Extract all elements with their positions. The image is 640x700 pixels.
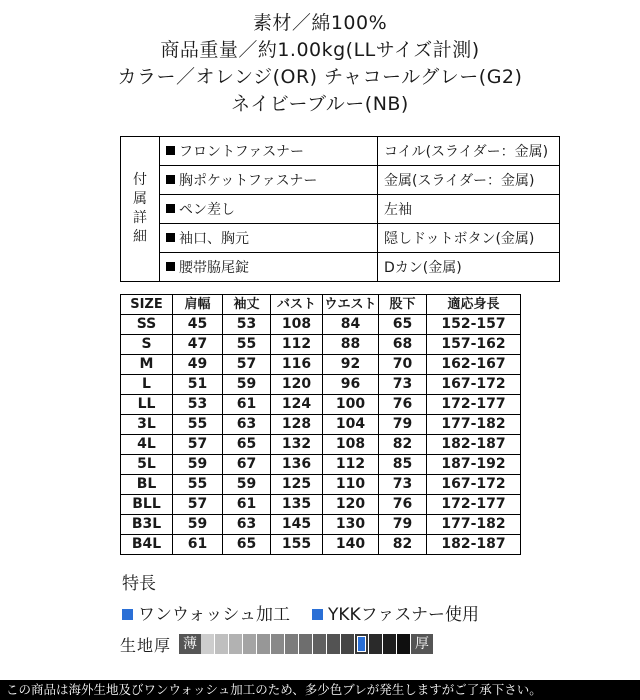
gauge-cell <box>383 634 397 654</box>
attachment-name-text: 袖口、胸元 <box>179 231 249 247</box>
table-row <box>121 195 560 224</box>
attachment-value-cell: 隠しドットボタン(金属) <box>378 224 560 253</box>
size-col-header: 肩幅 <box>173 295 223 315</box>
size-cell: 130 <box>323 515 379 535</box>
attachment-name-text: ペン差し <box>179 202 235 218</box>
size-cell: 3L <box>121 415 173 435</box>
size-cell: 92 <box>323 355 379 375</box>
size-cell: 65 <box>223 535 271 555</box>
size-cell: 104 <box>323 415 379 435</box>
size-cell: 157-162 <box>427 335 521 355</box>
size-cell: 128 <box>271 415 323 435</box>
size-cell: 108 <box>323 435 379 455</box>
size-cell: 65 <box>379 315 427 335</box>
size-cell: 61 <box>223 395 271 415</box>
gauge-cell <box>397 634 411 654</box>
material-spec-block <box>0 0 640 122</box>
size-cell: 145 <box>271 515 323 535</box>
attachment-header-char-3: 詳 <box>133 210 147 226</box>
gauge-cell <box>215 634 229 654</box>
size-cell: 79 <box>379 515 427 535</box>
attachment-name-cell <box>160 224 378 253</box>
size-cell: 100 <box>323 395 379 415</box>
bullet-square-icon <box>166 175 175 184</box>
attachment-value-cell: Dカン(金属) <box>378 253 560 282</box>
gauge-cell <box>313 634 327 654</box>
size-cell: 51 <box>173 375 223 395</box>
table-row <box>121 455 521 475</box>
bullet-square-icon <box>166 262 175 271</box>
size-col-header: 袖丈 <box>223 295 271 315</box>
size-cell: 132 <box>271 435 323 455</box>
size-cell: 116 <box>271 355 323 375</box>
size-cell: BLL <box>121 495 173 515</box>
size-cell: 73 <box>379 475 427 495</box>
table-row <box>121 515 521 535</box>
attachment-header-char-2: 属 <box>133 191 147 207</box>
gauge-label: 生地厚 <box>120 635 172 655</box>
size-cell: B4L <box>121 535 173 555</box>
gauge-cell <box>285 634 299 654</box>
gauge-cell <box>271 634 285 654</box>
size-cell: SS <box>121 315 173 335</box>
attachment-detail-table <box>120 136 549 282</box>
size-cell: 4L <box>121 435 173 455</box>
table-row <box>121 435 521 455</box>
attachment-name-cell <box>160 166 378 195</box>
table-row <box>121 415 521 435</box>
size-cell: 112 <box>271 335 323 355</box>
spec-line-color-cont: ネイビーブルー(NB) <box>231 93 409 115</box>
gauge-cell <box>229 634 243 654</box>
attachment-name-cell <box>160 195 378 224</box>
size-cell: 63 <box>223 415 271 435</box>
table-row <box>121 355 521 375</box>
size-cell: 5L <box>121 455 173 475</box>
color-variation-notice: この商品は海外生地及びワンウォッシュ加工のため、多少色ブレが発生しますがご了承下さい。 <box>0 680 640 700</box>
attachment-value-cell: 左袖 <box>378 195 560 224</box>
gauge-cell <box>341 634 355 654</box>
size-cell: 67 <box>223 455 271 475</box>
size-cell: 135 <box>271 495 323 515</box>
size-col-header: SIZE <box>121 295 173 315</box>
size-cell: 70 <box>379 355 427 375</box>
size-cell: 152-157 <box>427 315 521 335</box>
gauge-cell <box>257 634 271 654</box>
size-cell: LL <box>121 395 173 415</box>
table-row <box>121 224 560 253</box>
attachment-header-char-1: 付 <box>133 172 147 188</box>
size-cell: 53 <box>223 315 271 335</box>
gauge-cell <box>355 634 369 654</box>
spec-line-weight: 商品重量／約1.00kg(LLサイズ計測) <box>160 39 480 61</box>
size-cell: 88 <box>323 335 379 355</box>
size-cell: 45 <box>173 315 223 335</box>
table-row <box>121 475 521 495</box>
gauge-cell <box>369 634 383 654</box>
table-row <box>121 166 560 195</box>
size-cell: BL <box>121 475 173 495</box>
size-col-header: バスト <box>271 295 323 315</box>
size-cell: 59 <box>223 375 271 395</box>
size-cell: 140 <box>323 535 379 555</box>
size-cell: 85 <box>379 455 427 475</box>
size-cell: 73 <box>379 375 427 395</box>
size-cell: 57 <box>223 355 271 375</box>
attachment-name-text: フロントファスナー <box>179 144 305 160</box>
size-cell: 120 <box>323 495 379 515</box>
feature-item-one-wash <box>122 600 290 625</box>
size-cell: 124 <box>271 395 323 415</box>
size-cell: 155 <box>271 535 323 555</box>
size-cell: 49 <box>173 355 223 375</box>
gauge-scale <box>201 634 411 654</box>
size-cell: 53 <box>173 395 223 415</box>
size-cell: 65 <box>223 435 271 455</box>
size-cell: 61 <box>173 535 223 555</box>
size-chart-table <box>120 294 520 555</box>
feature-label: YKKファスナー使用 <box>327 605 479 625</box>
size-cell: M <box>121 355 173 375</box>
size-cell: 57 <box>173 495 223 515</box>
gauge-thin-label: 薄 <box>179 634 201 654</box>
size-cell: 136 <box>271 455 323 475</box>
fabric-thickness-gauge <box>120 633 520 655</box>
size-cell: 162-167 <box>427 355 521 375</box>
size-header-row <box>121 295 521 315</box>
attachment-value-cell: コイル(スライダー：金属) <box>378 137 560 166</box>
size-cell: 59 <box>173 455 223 475</box>
size-cell: 167-172 <box>427 375 521 395</box>
size-cell: 59 <box>173 515 223 535</box>
attachment-name-text: 腰帯脇尾錠 <box>179 260 249 276</box>
size-cell: 47 <box>173 335 223 355</box>
table-row <box>121 495 521 515</box>
size-cell: 167-172 <box>427 475 521 495</box>
gauge-cell <box>327 634 341 654</box>
table-row <box>121 395 521 415</box>
attachment-name-cell <box>160 137 378 166</box>
size-cell: 76 <box>379 395 427 415</box>
gauge-cell <box>243 634 257 654</box>
size-cell: B3L <box>121 515 173 535</box>
size-cell: 112 <box>323 455 379 475</box>
size-cell: 82 <box>379 435 427 455</box>
size-cell: 187-192 <box>427 455 521 475</box>
attachment-value-cell: 金属(スライダー：金属) <box>378 166 560 195</box>
attachment-name-cell <box>160 253 378 282</box>
table-row <box>121 375 521 395</box>
features-section <box>120 569 520 625</box>
size-cell: 182-187 <box>427 435 521 455</box>
size-cell: 172-177 <box>427 395 521 415</box>
spec-line-color: カラー／オレンジ(OR) チャコールグレー(G2) <box>117 66 523 88</box>
size-cell: 82 <box>379 535 427 555</box>
size-cell: 120 <box>271 375 323 395</box>
attachment-name-text: 胸ポケットファスナー <box>179 173 318 189</box>
table-row <box>121 253 560 282</box>
size-cell: 55 <box>223 335 271 355</box>
attachment-header-cell <box>121 137 160 282</box>
table-row <box>121 535 521 555</box>
size-col-header: 適応身長 <box>427 295 521 315</box>
size-cell: 177-182 <box>427 515 521 535</box>
gauge-cell <box>201 634 215 654</box>
features-title: 特長 <box>122 574 156 594</box>
size-cell: 76 <box>379 495 427 515</box>
size-col-header: ウエスト <box>323 295 379 315</box>
gauge-cell <box>299 634 313 654</box>
bullet-square-blue-icon <box>312 609 323 620</box>
size-cell: 125 <box>271 475 323 495</box>
bullet-square-icon <box>166 204 175 213</box>
size-cell: L <box>121 375 173 395</box>
size-cell: S <box>121 335 173 355</box>
size-cell: 63 <box>223 515 271 535</box>
table-row <box>121 335 521 355</box>
size-cell: 84 <box>323 315 379 335</box>
features-list <box>122 600 520 625</box>
size-cell: 172-177 <box>427 495 521 515</box>
size-cell: 110 <box>323 475 379 495</box>
size-cell: 59 <box>223 475 271 495</box>
size-cell: 55 <box>173 415 223 435</box>
table-row <box>121 137 560 166</box>
size-cell: 182-187 <box>427 535 521 555</box>
size-cell: 108 <box>271 315 323 335</box>
feature-label: ワンウォッシュ加工 <box>138 605 290 625</box>
size-cell: 57 <box>173 435 223 455</box>
size-cell: 61 <box>223 495 271 515</box>
size-cell: 55 <box>173 475 223 495</box>
size-col-header: 股下 <box>379 295 427 315</box>
size-cell: 68 <box>379 335 427 355</box>
spec-line-material: 素材／綿100% <box>252 12 388 34</box>
size-cell: 177-182 <box>427 415 521 435</box>
attachment-header-char-4: 細 <box>133 229 147 245</box>
bullet-square-icon <box>166 233 175 242</box>
gauge-thick-label: 厚 <box>411 634 433 654</box>
feature-item-ykk <box>312 600 479 625</box>
size-cell: 96 <box>323 375 379 395</box>
size-cell: 79 <box>379 415 427 435</box>
bullet-square-icon <box>166 146 175 155</box>
table-row <box>121 315 521 335</box>
bullet-square-blue-icon <box>122 609 133 620</box>
